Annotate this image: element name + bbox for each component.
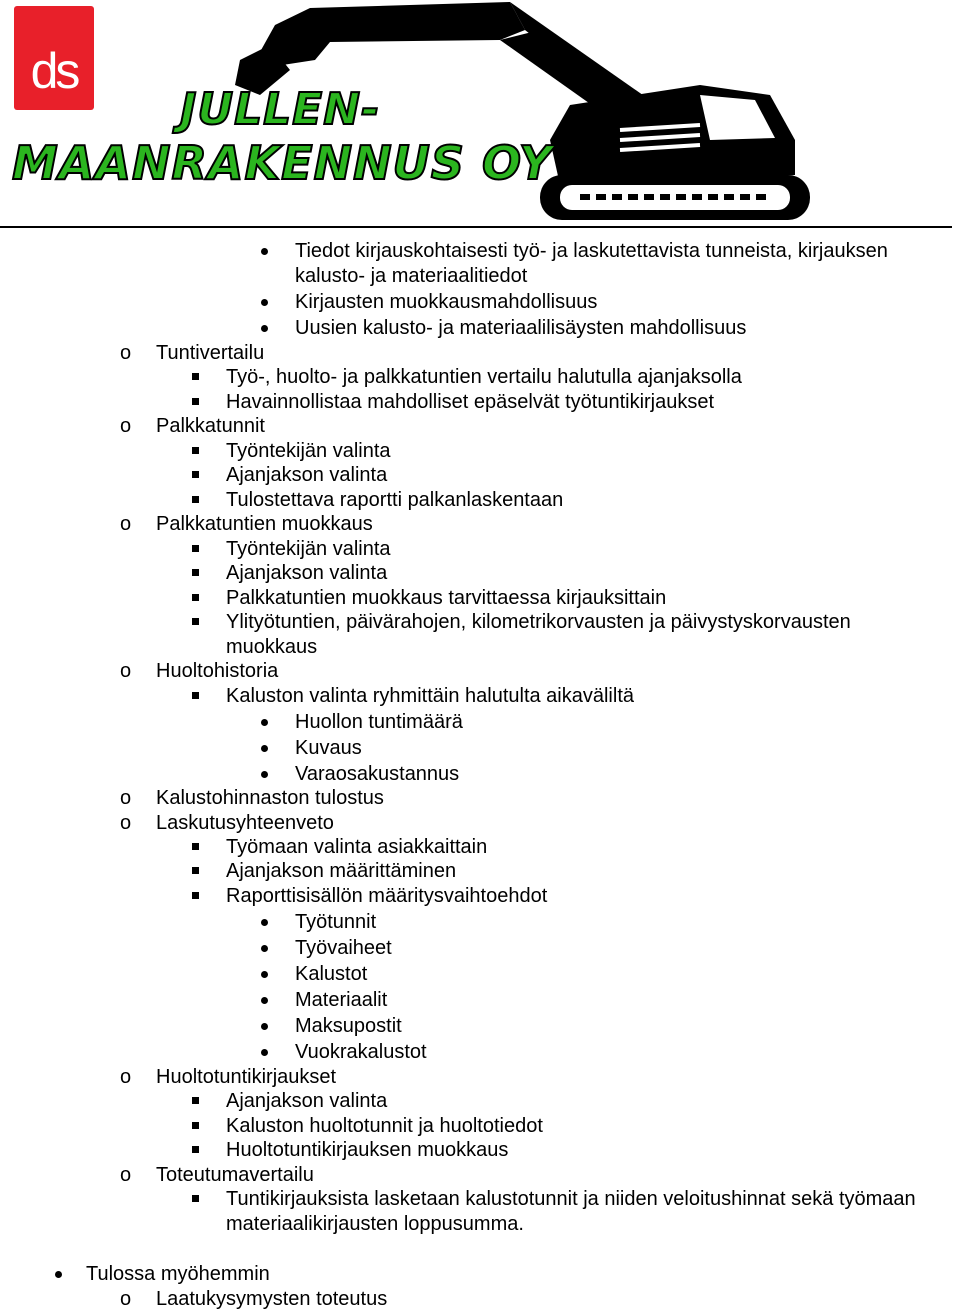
list-item-text: Uusien kalusto- ja materiaalilisäysten mahdollisuus [295, 317, 747, 339]
bullet-dot-icon [258, 761, 272, 787]
bullet-square-icon [190, 1088, 204, 1114]
bullet-square-icon [190, 438, 204, 464]
letterhead [0, 0, 960, 230]
bullet-dot-icon [52, 1261, 66, 1287]
bullet-square-icon [190, 389, 204, 415]
list-item-text: Raporttisisällön määritysvaihtoehdot [226, 885, 548, 907]
bullet-circle-icon [120, 658, 134, 684]
list-item-text: Huoltotuntikirjaukset [156, 1066, 337, 1088]
list-item-text: Tuntivertailu [156, 342, 265, 364]
company-name-line2: MAANRAKENNUS OY [12, 136, 554, 190]
list-item-text: Kaluston valinta ryhmittäin halutulta aikaväliltä [226, 685, 634, 707]
bullet-dot-icon [258, 709, 272, 735]
list-item-text: Vuokrakalustot [295, 1041, 427, 1063]
list-item-text: Maksupostit [295, 1015, 402, 1037]
bullet-square-icon [190, 683, 204, 709]
list-item-text: kalusto- ja materiaalitiedot [295, 265, 528, 287]
list-item-text: Työ-, huolto- ja palkkatuntien vertailu halutulla ajanjaksolla [226, 366, 742, 388]
bullet-circle-icon [120, 785, 134, 811]
bullet-square-icon [190, 536, 204, 562]
bullet-square-icon [190, 487, 204, 513]
list-item-text: Työvaiheet [295, 937, 392, 959]
list-item-text: Ajanjakson valinta [226, 464, 388, 486]
bullet-circle-icon [120, 340, 134, 366]
bullet-dot-icon [258, 1013, 272, 1039]
bullet-dot-icon [258, 909, 272, 935]
company-name [12, 84, 582, 194]
list-item-text: Ajanjakson määrittäminen [226, 860, 457, 882]
bullet-circle-icon [120, 1162, 134, 1188]
bullet-circle-icon [120, 1286, 134, 1312]
list-item-text: Työntekijän valinta [226, 538, 391, 560]
bullet-dot-icon [258, 238, 272, 264]
list-item-text: Huollon tuntimäärä [295, 711, 463, 733]
ds-logo-mark: ds [30, 43, 78, 99]
list-item-text: Kirjausten muokkausmahdollisuus [295, 291, 598, 313]
bullet-square-icon [190, 585, 204, 611]
list-item-text: Huoltohistoria [156, 660, 279, 682]
list-item-text: Työntekijän valinta [226, 440, 391, 462]
list-item-text: Kalustot [295, 963, 368, 985]
list-item-text: Ylityötuntien, päivärahojen, kilometrikorvausten ja päivystyskorvausten [226, 611, 851, 633]
bullet-square-icon [190, 834, 204, 860]
list-item-text: Materiaalit [295, 989, 388, 1011]
company-name-line1: JULLEN- [180, 84, 381, 135]
bullet-circle-icon [120, 511, 134, 537]
list-item-text: Kalustohinnaston tulostus [156, 787, 384, 809]
bullet-square-icon [190, 560, 204, 586]
list-item-text: Kaluston huoltotunnit ja huoltotiedot [226, 1115, 543, 1137]
list-item-text: Toteutumavertailu [156, 1164, 314, 1186]
list-item-text: Laatukysymysten toteutus [156, 1288, 388, 1310]
list-item-text: Työmaan valinta asiakkaittain [226, 836, 488, 858]
list-item-text: Tulostettava raportti palkanlaskentaan [226, 489, 564, 511]
bullet-dot-icon [258, 315, 272, 341]
list-item-text: Ajanjakson valinta [226, 1090, 388, 1112]
bullet-circle-icon [120, 810, 134, 836]
list-item-text: Tuntikirjauksista lasketaan kalustotunnit ja niiden veloitushinnat sekä työmaan [226, 1188, 916, 1210]
bullet-square-icon [190, 364, 204, 390]
list-item-text: Työtunnit [295, 911, 377, 933]
list-item-text: Kuvaus [295, 737, 362, 759]
list-item-text: Tiedot kirjauskohtaisesti työ- ja laskutettavista tunneista, kirjauksen [295, 240, 888, 262]
bullet-square-icon [190, 1137, 204, 1163]
list-item-text: materiaalikirjausten loppusumma. [226, 1213, 524, 1235]
bullet-square-icon [190, 1186, 204, 1212]
bullet-dot-icon [258, 935, 272, 961]
list-item-text: Ajanjakson valinta [226, 562, 388, 584]
list-item-text: Huoltotuntikirjauksen muokkaus [226, 1139, 509, 1161]
bullet-dot-icon [258, 961, 272, 987]
bullet-circle-icon [120, 413, 134, 439]
bullet-circle-icon [120, 1064, 134, 1090]
list-item-text: Havainnollistaa mahdolliset epäselvät työtuntikirjaukset [226, 391, 715, 413]
bullet-dot-icon [258, 987, 272, 1013]
bullet-square-icon [190, 462, 204, 488]
list-item-text: Tulossa myöhemmin [86, 1263, 270, 1285]
list-item-text: Palkkatuntien muokkaus tarvittaessa kirjauksittain [226, 587, 667, 609]
bullet-square-icon [190, 609, 204, 635]
list-item-text: Varaosakustannus [295, 763, 460, 785]
bullet-square-icon [190, 858, 204, 884]
bullet-dot-icon [258, 735, 272, 761]
list-item-text: Palkkatunnit [156, 415, 265, 437]
bullet-square-icon [190, 883, 204, 909]
bullet-dot-icon [258, 289, 272, 315]
header-divider [0, 226, 952, 228]
bullet-square-icon [190, 1113, 204, 1139]
list-item-text: Laskutusyhteenveto [156, 812, 334, 834]
list-item-text: muokkaus [226, 636, 318, 658]
list-item-text: Palkkatuntien muokkaus [156, 513, 373, 535]
bullet-dot-icon [258, 1039, 272, 1065]
